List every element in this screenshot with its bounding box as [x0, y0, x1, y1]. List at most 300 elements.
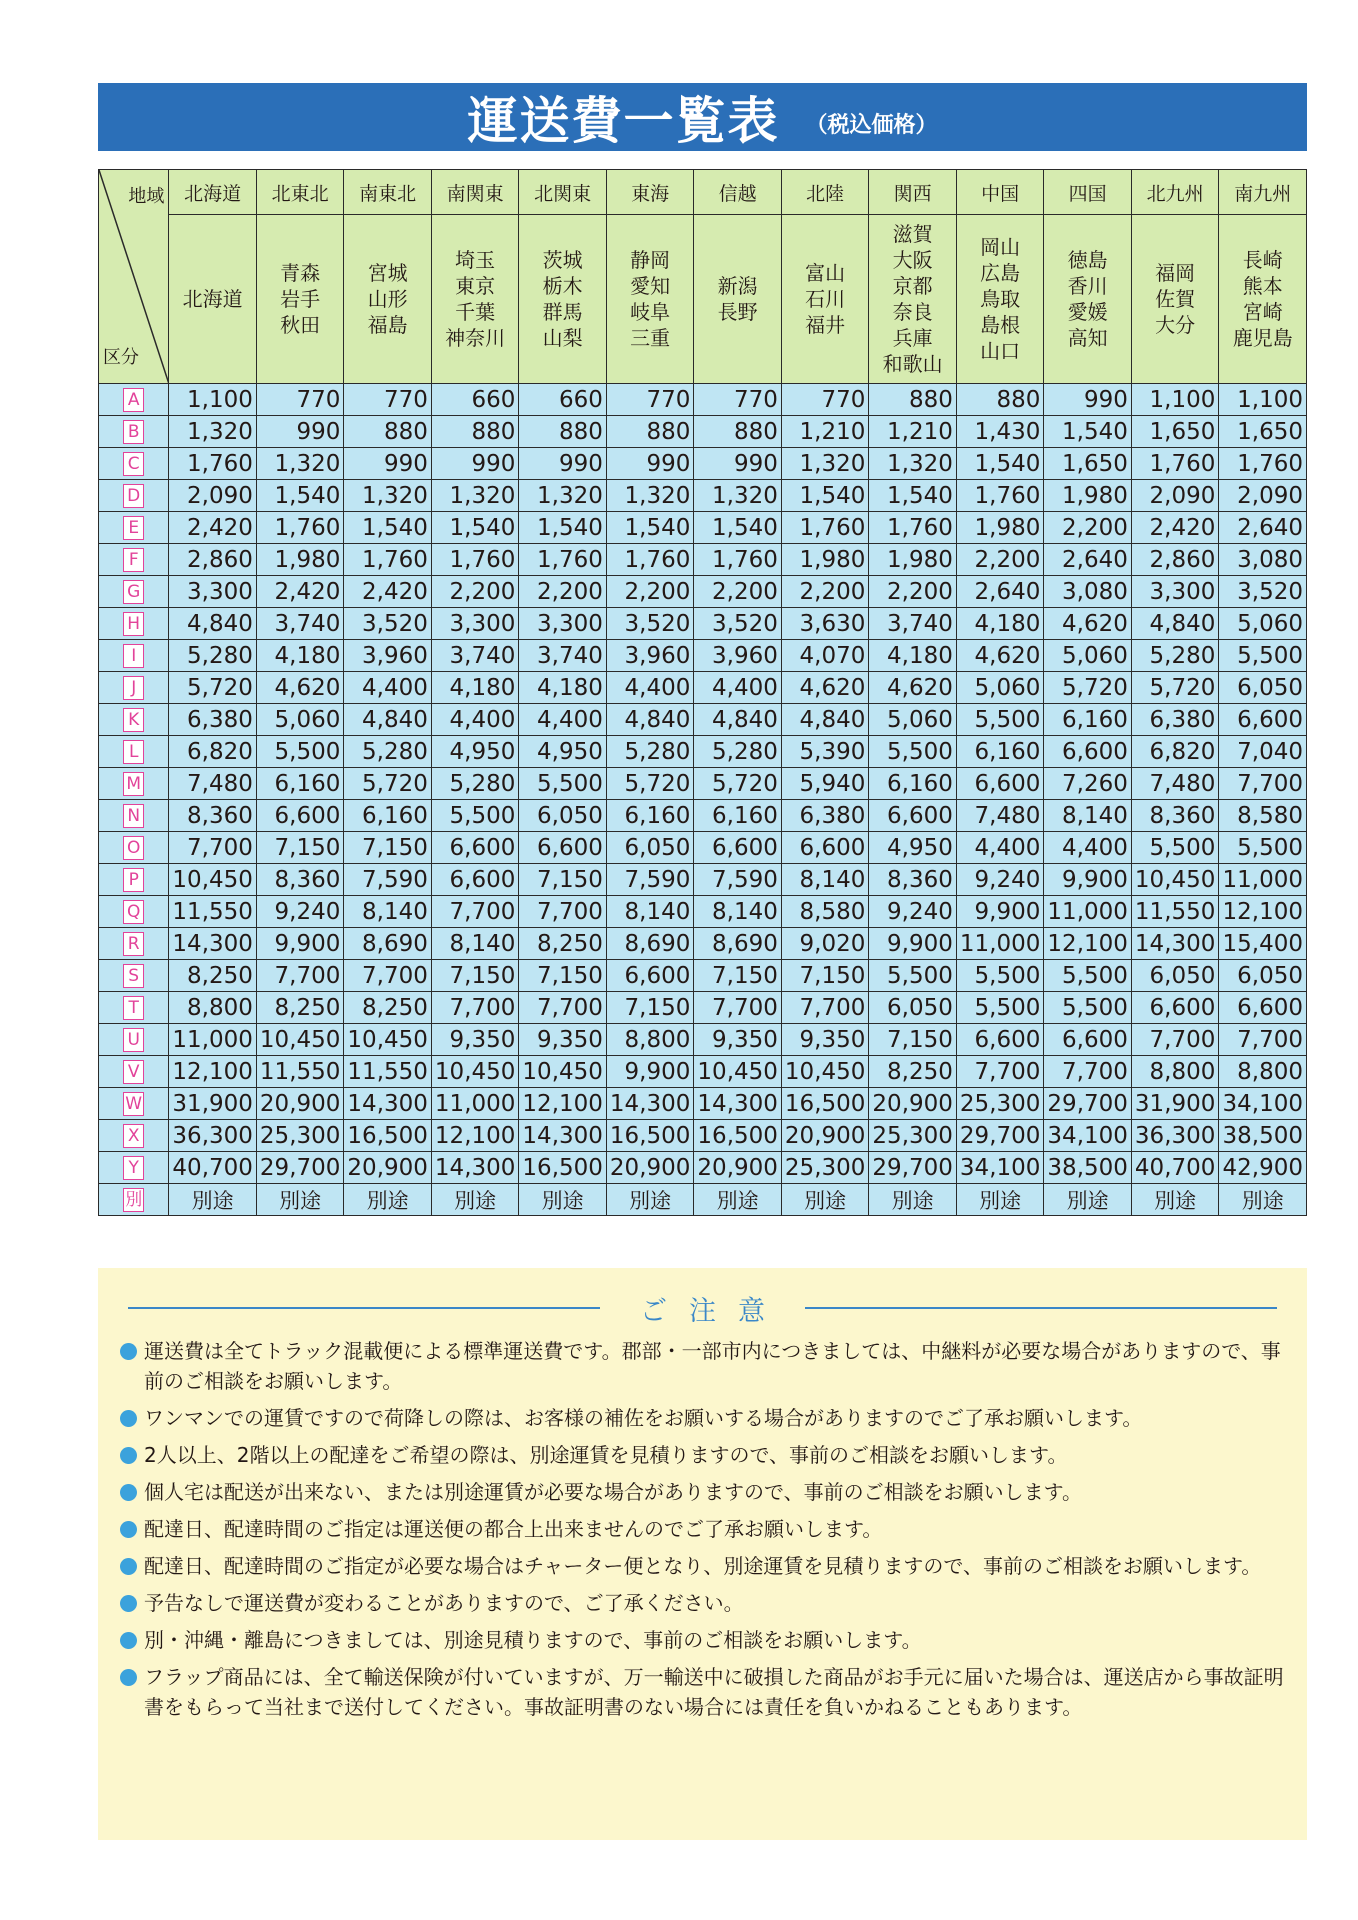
- rate-cell: 2,640: [956, 576, 1044, 608]
- rate-cell: 990: [606, 448, 694, 480]
- note-item: [120, 1440, 1285, 1470]
- table-row: [99, 448, 1307, 480]
- class-letter: X: [123, 1124, 144, 1148]
- rate-cell: 5,500: [256, 736, 344, 768]
- rate-cell: 1,320: [169, 416, 257, 448]
- note-item: [120, 1477, 1285, 1507]
- class-label-cell: [99, 1088, 169, 1120]
- rate-cell: 5,500: [1131, 832, 1219, 864]
- class-label-cell: [99, 800, 169, 832]
- prefecture-list: [606, 215, 694, 384]
- rate-cell: 3,630: [781, 608, 869, 640]
- region-header: 南東北: [344, 170, 432, 215]
- rate-cell: 34,100: [956, 1152, 1044, 1184]
- rate-cell: 1,540: [519, 512, 607, 544]
- rate-cell: 1,540: [1044, 416, 1132, 448]
- notes-title: ご注意: [640, 1295, 787, 1327]
- prefecture-list: [519, 215, 607, 384]
- rate-cell: 20,900: [344, 1152, 432, 1184]
- page-title: 運送費一覧表: [467, 92, 780, 150]
- note-item: [120, 1551, 1285, 1581]
- rate-cell: 1,540: [606, 512, 694, 544]
- rate-cell: 1,760: [694, 544, 782, 576]
- rate-cell: 11,550: [344, 1056, 432, 1088]
- rate-cell: 9,350: [519, 1024, 607, 1056]
- rate-cell: 14,300: [519, 1120, 607, 1152]
- bullet-icon: [120, 1595, 137, 1612]
- prefecture-names: 長崎 熊本 宮崎 鹿児島: [1232, 248, 1293, 350]
- rate-cell: 6,050: [1131, 960, 1219, 992]
- class-label-cell: [99, 736, 169, 768]
- class-label-cell: [99, 544, 169, 576]
- rate-cell: 660: [431, 384, 519, 416]
- special-rate-cell: 別途: [694, 1184, 782, 1216]
- rate-cell: 880: [869, 384, 957, 416]
- class-letter: N: [123, 804, 144, 828]
- rate-cell: 8,250: [519, 928, 607, 960]
- prefecture-names: 岡山 広島 鳥取 島根 山口: [980, 235, 1021, 363]
- class-label-cell: [99, 448, 169, 480]
- rate-cell: 8,360: [869, 864, 957, 896]
- rate-cell: 6,380: [169, 704, 257, 736]
- rate-cell: 8,690: [694, 928, 782, 960]
- note-text: 配達日、配達時間のご指定が必要な場合はチャーター便となり、別途運賃を見積りますので、事前のご相談をお願いします。: [144, 1554, 1262, 1578]
- class-label-cell: [99, 768, 169, 800]
- prefecture-names: 徳島 香川 愛媛 高知: [1067, 248, 1108, 350]
- class-letter: H: [123, 612, 144, 636]
- rate-cell: 3,740: [519, 640, 607, 672]
- rate-cell: 10,450: [256, 1024, 344, 1056]
- rate-cell: 20,900: [606, 1152, 694, 1184]
- rate-cell: 38,500: [1219, 1120, 1307, 1152]
- rate-cell: 29,700: [1044, 1088, 1132, 1120]
- rate-cell: 7,700: [956, 1056, 1044, 1088]
- rate-cell: 38,500: [1044, 1152, 1132, 1184]
- rate-cell: 5,390: [781, 736, 869, 768]
- rate-cell: 990: [431, 448, 519, 480]
- rate-cell: 3,960: [606, 640, 694, 672]
- rate-cell: 10,450: [344, 1024, 432, 1056]
- prefecture-names: 富山 石川 福井: [805, 261, 846, 337]
- rate-cell: 5,720: [344, 768, 432, 800]
- rate-cell: 8,580: [1219, 800, 1307, 832]
- rate-cell: 880: [431, 416, 519, 448]
- table-row: [99, 576, 1307, 608]
- rate-cell: 2,090: [1219, 480, 1307, 512]
- rate-cell: 4,840: [169, 608, 257, 640]
- heading-rule-left: [128, 1307, 600, 1309]
- rate-cell: 16,500: [344, 1120, 432, 1152]
- prefecture-names: 青森 岩手 秋田: [280, 261, 321, 337]
- rate-cell: 25,300: [256, 1120, 344, 1152]
- rate-cell: 6,160: [869, 768, 957, 800]
- rate-cell: 7,150: [781, 960, 869, 992]
- rate-cell: 14,300: [694, 1088, 782, 1120]
- rate-cell: 11,000: [169, 1024, 257, 1056]
- rate-cell: 2,200: [431, 576, 519, 608]
- class-label-cell: [99, 896, 169, 928]
- rate-cell: 6,160: [606, 800, 694, 832]
- rate-cell: 5,500: [1044, 960, 1132, 992]
- rate-cell: 31,900: [1131, 1088, 1219, 1120]
- table-row: [99, 512, 1307, 544]
- rate-cell: 7,480: [1131, 768, 1219, 800]
- rate-cell: 7,700: [519, 992, 607, 1024]
- prefecture-names: 静岡 愛知 岐阜 三重: [630, 248, 671, 350]
- rate-cell: 14,300: [344, 1088, 432, 1120]
- rate-cell: 5,500: [956, 704, 1044, 736]
- class-label-cell: [99, 704, 169, 736]
- rate-cell: 11,000: [956, 928, 1044, 960]
- table-row: [99, 864, 1307, 896]
- rate-cell: 8,800: [1219, 1056, 1307, 1088]
- rate-cell: 8,360: [256, 864, 344, 896]
- rate-cell: 1,980: [781, 544, 869, 576]
- class-header-label: 区分: [103, 347, 139, 368]
- class-letter: 別: [125, 1189, 143, 1210]
- rate-cell: 770: [344, 384, 432, 416]
- rate-cell: 8,690: [606, 928, 694, 960]
- rate-cell: 5,720: [1131, 672, 1219, 704]
- rate-cell: 880: [519, 416, 607, 448]
- rate-cell: 1,320: [606, 480, 694, 512]
- rate-cell: 12,100: [169, 1056, 257, 1088]
- table-row: [99, 384, 1307, 416]
- table-row: [99, 1120, 1307, 1152]
- rate-cell: 1,650: [1219, 416, 1307, 448]
- rate-cell: 10,450: [781, 1056, 869, 1088]
- note-text: 配達日、配達時間のご指定は運送便の都合上出来ませんのでご了承お願いします。: [144, 1517, 883, 1541]
- region-header: 北陸: [781, 170, 869, 215]
- special-rate-cell: 別途: [344, 1184, 432, 1216]
- rate-cell: 6,600: [1219, 992, 1307, 1024]
- rate-cell: 2,200: [606, 576, 694, 608]
- rate-cell: 2,200: [1044, 512, 1132, 544]
- rate-cell: 10,450: [694, 1056, 782, 1088]
- special-rate-cell: 別途: [606, 1184, 694, 1216]
- class-letter: I: [123, 644, 144, 668]
- rate-cell: 5,280: [431, 768, 519, 800]
- rate-cell: 9,900: [869, 928, 957, 960]
- rate-cell: 9,020: [781, 928, 869, 960]
- rate-cell: 3,300: [519, 608, 607, 640]
- rate-cell: 4,180: [519, 672, 607, 704]
- rate-cell: 4,840: [1131, 608, 1219, 640]
- rate-cell: 10,450: [431, 1056, 519, 1088]
- rate-cell: 4,620: [781, 672, 869, 704]
- rate-cell: 40,700: [169, 1152, 257, 1184]
- table-row: [99, 896, 1307, 928]
- table-row: [99, 736, 1307, 768]
- rate-cell: 4,400: [1044, 832, 1132, 864]
- region-header: 北九州: [1131, 170, 1219, 215]
- rate-cell: 6,050: [519, 800, 607, 832]
- rate-cell: 8,800: [1131, 1056, 1219, 1088]
- rate-cell: 9,350: [431, 1024, 519, 1056]
- rate-cell: 1,540: [256, 480, 344, 512]
- rate-cell: 36,300: [1131, 1120, 1219, 1152]
- notes-box: [98, 1268, 1307, 1840]
- rate-cell: 4,620: [256, 672, 344, 704]
- prefecture-list: [694, 215, 782, 384]
- rate-cell: 1,760: [869, 512, 957, 544]
- prefecture-names: 北海道: [182, 287, 243, 311]
- rate-cell: 14,300: [431, 1152, 519, 1184]
- rate-cell: 4,840: [694, 704, 782, 736]
- rate-cell: 660: [519, 384, 607, 416]
- special-rate-cell: 別途: [1131, 1184, 1219, 1216]
- rate-cell: 3,080: [1219, 544, 1307, 576]
- rate-cell: 12,100: [1219, 896, 1307, 928]
- rate-cell: 1,320: [256, 448, 344, 480]
- rate-cell: 5,500: [956, 960, 1044, 992]
- rate-cell: 4,840: [606, 704, 694, 736]
- class-letter: F: [123, 548, 144, 572]
- bullet-icon: [120, 1669, 137, 1686]
- rate-cell: 5,060: [1219, 608, 1307, 640]
- rate-cell: 5,500: [956, 992, 1044, 1024]
- rate-cell: 880: [606, 416, 694, 448]
- rate-cell: 4,950: [519, 736, 607, 768]
- rate-cell: 4,840: [344, 704, 432, 736]
- rate-cell: 6,600: [869, 800, 957, 832]
- class-letter: Q: [123, 900, 144, 924]
- region-header-label: 地域: [128, 186, 165, 207]
- class-label-cell: [99, 960, 169, 992]
- rate-cell: 1,650: [1044, 448, 1132, 480]
- rate-cell: 5,280: [169, 640, 257, 672]
- table-row: [99, 960, 1307, 992]
- rate-cell: 1,210: [781, 416, 869, 448]
- rate-cell: 7,150: [606, 992, 694, 1024]
- rate-cell: 7,590: [694, 864, 782, 896]
- rate-cell: 10,450: [519, 1056, 607, 1088]
- rate-cell: 9,240: [956, 864, 1044, 896]
- rate-cell: 5,500: [869, 736, 957, 768]
- table-row: [99, 544, 1307, 576]
- notes-heading: [128, 1288, 1277, 1328]
- prefecture-names: 埼玉 東京 千葉 神奈川: [445, 248, 506, 350]
- rate-cell: 1,540: [344, 512, 432, 544]
- note-text: 2人以上、2階以上の配達をご希望の際は、別途運賃を見積りますので、事前のご相談をお願いします。: [144, 1443, 1068, 1467]
- rate-cell: 5,280: [694, 736, 782, 768]
- rate-cell: 36,300: [169, 1120, 257, 1152]
- rate-cell: 2,200: [694, 576, 782, 608]
- rate-cell: 14,300: [1131, 928, 1219, 960]
- title-bar: [98, 83, 1307, 151]
- class-label-cell: [99, 416, 169, 448]
- rate-cell: 14,300: [169, 928, 257, 960]
- prefecture-list: [431, 215, 519, 384]
- class-letter: U: [123, 1028, 144, 1052]
- rate-cell: 5,500: [1044, 992, 1132, 1024]
- note-item: [120, 1514, 1285, 1544]
- rate-cell: 2,200: [519, 576, 607, 608]
- table-row: [99, 704, 1307, 736]
- rate-cell: 11,550: [1131, 896, 1219, 928]
- bullet-icon: [120, 1447, 137, 1464]
- class-label-cell: [99, 384, 169, 416]
- rate-cell: 7,700: [781, 992, 869, 1024]
- special-rate-cell: 別途: [869, 1184, 957, 1216]
- rate-cell: 6,050: [869, 992, 957, 1024]
- rate-cell: 7,150: [256, 832, 344, 864]
- rate-cell: 7,700: [431, 992, 519, 1024]
- rate-cell: 10,450: [169, 864, 257, 896]
- bullet-icon: [120, 1343, 137, 1360]
- region-header: 信越: [694, 170, 782, 215]
- rate-cell: 990: [694, 448, 782, 480]
- class-label-cell: [99, 1152, 169, 1184]
- rate-cell: 4,400: [519, 704, 607, 736]
- rate-cell: 16,500: [606, 1120, 694, 1152]
- rate-cell: 6,160: [694, 800, 782, 832]
- class-letter: M: [123, 772, 144, 796]
- rate-cell: 34,100: [1219, 1088, 1307, 1120]
- rate-cell: 6,050: [1219, 672, 1307, 704]
- rate-cell: 770: [781, 384, 869, 416]
- rate-cell: 8,360: [1131, 800, 1219, 832]
- rate-cell: 1,980: [1044, 480, 1132, 512]
- rate-cell: 1,760: [1131, 448, 1219, 480]
- rate-cell: 12,100: [519, 1088, 607, 1120]
- rate-cell: 1,320: [519, 480, 607, 512]
- class-letter: Y: [123, 1156, 144, 1180]
- special-rate-cell: 別途: [1044, 1184, 1132, 1216]
- rate-cell: 5,060: [256, 704, 344, 736]
- rate-cell: 4,180: [431, 672, 519, 704]
- rate-cell: 7,700: [694, 992, 782, 1024]
- rate-cell: 11,000: [431, 1088, 519, 1120]
- page-subtitle: （税込価格）: [805, 112, 938, 138]
- rate-cell: 1,320: [344, 480, 432, 512]
- rate-cell: 1,100: [169, 384, 257, 416]
- rate-cell: 8,140: [431, 928, 519, 960]
- rate-cell: 11,550: [256, 1056, 344, 1088]
- rate-cell: 8,140: [344, 896, 432, 928]
- rate-cell: 4,070: [781, 640, 869, 672]
- rate-cell: 25,300: [956, 1088, 1044, 1120]
- class-letter: B: [123, 420, 144, 444]
- region-header: 中国: [956, 170, 1044, 215]
- rate-cell: 31,900: [169, 1088, 257, 1120]
- rate-cell: 6,380: [781, 800, 869, 832]
- notes-list: [120, 1336, 1285, 1729]
- rate-cell: 1,320: [431, 480, 519, 512]
- rate-cell: 2,420: [169, 512, 257, 544]
- class-label-cell: [99, 480, 169, 512]
- rate-cell: 2,420: [256, 576, 344, 608]
- table-row: [99, 832, 1307, 864]
- class-label-cell: [99, 1056, 169, 1088]
- class-label-cell: [99, 832, 169, 864]
- rate-cell: 1,760: [956, 480, 1044, 512]
- prefecture-names: 宮城 山形 福島: [367, 261, 408, 337]
- special-rate-cell: 別途: [431, 1184, 519, 1216]
- rate-cell: 5,280: [344, 736, 432, 768]
- class-label-cell: [99, 608, 169, 640]
- prefecture-names: 茨城 栃木 群馬 山梨: [542, 248, 583, 350]
- rate-cell: 6,600: [519, 832, 607, 864]
- table-row: [99, 1024, 1307, 1056]
- prefecture-list: [1044, 215, 1132, 384]
- class-label-cell: [99, 1024, 169, 1056]
- rate-cell: 7,040: [1219, 736, 1307, 768]
- bullet-icon: [120, 1558, 137, 1575]
- rate-cell: 7,700: [169, 832, 257, 864]
- table-corner: [99, 170, 169, 384]
- rate-cell: 990: [344, 448, 432, 480]
- rate-cell: 1,760: [169, 448, 257, 480]
- rate-cell: 5,060: [956, 672, 1044, 704]
- rate-cell: 8,250: [256, 992, 344, 1024]
- rate-cell: 990: [256, 416, 344, 448]
- table-row: [99, 480, 1307, 512]
- rate-cell: 1,540: [694, 512, 782, 544]
- rate-cell: 6,050: [606, 832, 694, 864]
- class-letter: C: [123, 452, 144, 476]
- rate-cell: 7,590: [606, 864, 694, 896]
- rate-cell: 8,250: [344, 992, 432, 1024]
- rate-cell: 3,960: [694, 640, 782, 672]
- rate-cell: 4,400: [606, 672, 694, 704]
- rate-cell: 880: [344, 416, 432, 448]
- table-row: [99, 640, 1307, 672]
- rate-cell: 20,900: [694, 1152, 782, 1184]
- special-rate-cell: 別途: [1219, 1184, 1307, 1216]
- rate-cell: 2,200: [956, 544, 1044, 576]
- rate-cell: 4,400: [956, 832, 1044, 864]
- note-text: ワンマンでの運賃ですので荷降しの際は、お客様の補佐をお願いする場合がありますのでご了承お願いします。: [144, 1406, 1143, 1430]
- rate-cell: 3,960: [344, 640, 432, 672]
- rate-cell: 16,500: [781, 1088, 869, 1120]
- rate-cell: 7,700: [1219, 768, 1307, 800]
- rate-cell: 7,150: [431, 960, 519, 992]
- rate-cell: 7,700: [519, 896, 607, 928]
- rate-cell: 8,580: [781, 896, 869, 928]
- rate-cell: 6,600: [431, 832, 519, 864]
- rate-cell: 3,740: [256, 608, 344, 640]
- rate-cell: 8,690: [344, 928, 432, 960]
- note-text: 別・沖縄・離島につきましては、別途見積りますので、事前のご相談をお願いします。: [144, 1628, 922, 1652]
- rate-cell: 4,620: [869, 672, 957, 704]
- rate-cell: 1,540: [869, 480, 957, 512]
- rate-cell: 1,540: [781, 480, 869, 512]
- region-header: 東海: [606, 170, 694, 215]
- rate-cell: 6,160: [1044, 704, 1132, 736]
- note-item: [120, 1625, 1285, 1655]
- region-header: 関西: [869, 170, 957, 215]
- bullet-icon: [120, 1484, 137, 1501]
- rate-cell: 2,090: [169, 480, 257, 512]
- rate-cell: 11,550: [169, 896, 257, 928]
- rate-cell: 8,800: [606, 1024, 694, 1056]
- rate-cell: 2,200: [781, 576, 869, 608]
- rate-cell: 6,050: [1219, 960, 1307, 992]
- rate-cell: 9,350: [781, 1024, 869, 1056]
- note-item: [120, 1662, 1285, 1722]
- rate-cell: 3,300: [1131, 576, 1219, 608]
- rate-cell: 1,100: [1131, 384, 1219, 416]
- rate-cell: 7,150: [519, 960, 607, 992]
- region-header: 北関東: [519, 170, 607, 215]
- class-letter: D: [123, 484, 144, 508]
- special-rate-cell: 別途: [519, 1184, 607, 1216]
- rate-cell: 1,430: [956, 416, 1044, 448]
- rate-cell: 1,760: [431, 544, 519, 576]
- note-text: 個人宅は配送が出来ない、または別途運賃が必要な場合がありますので、事前のご相談をお願いします。: [144, 1480, 1082, 1504]
- rate-cell: 1,760: [344, 544, 432, 576]
